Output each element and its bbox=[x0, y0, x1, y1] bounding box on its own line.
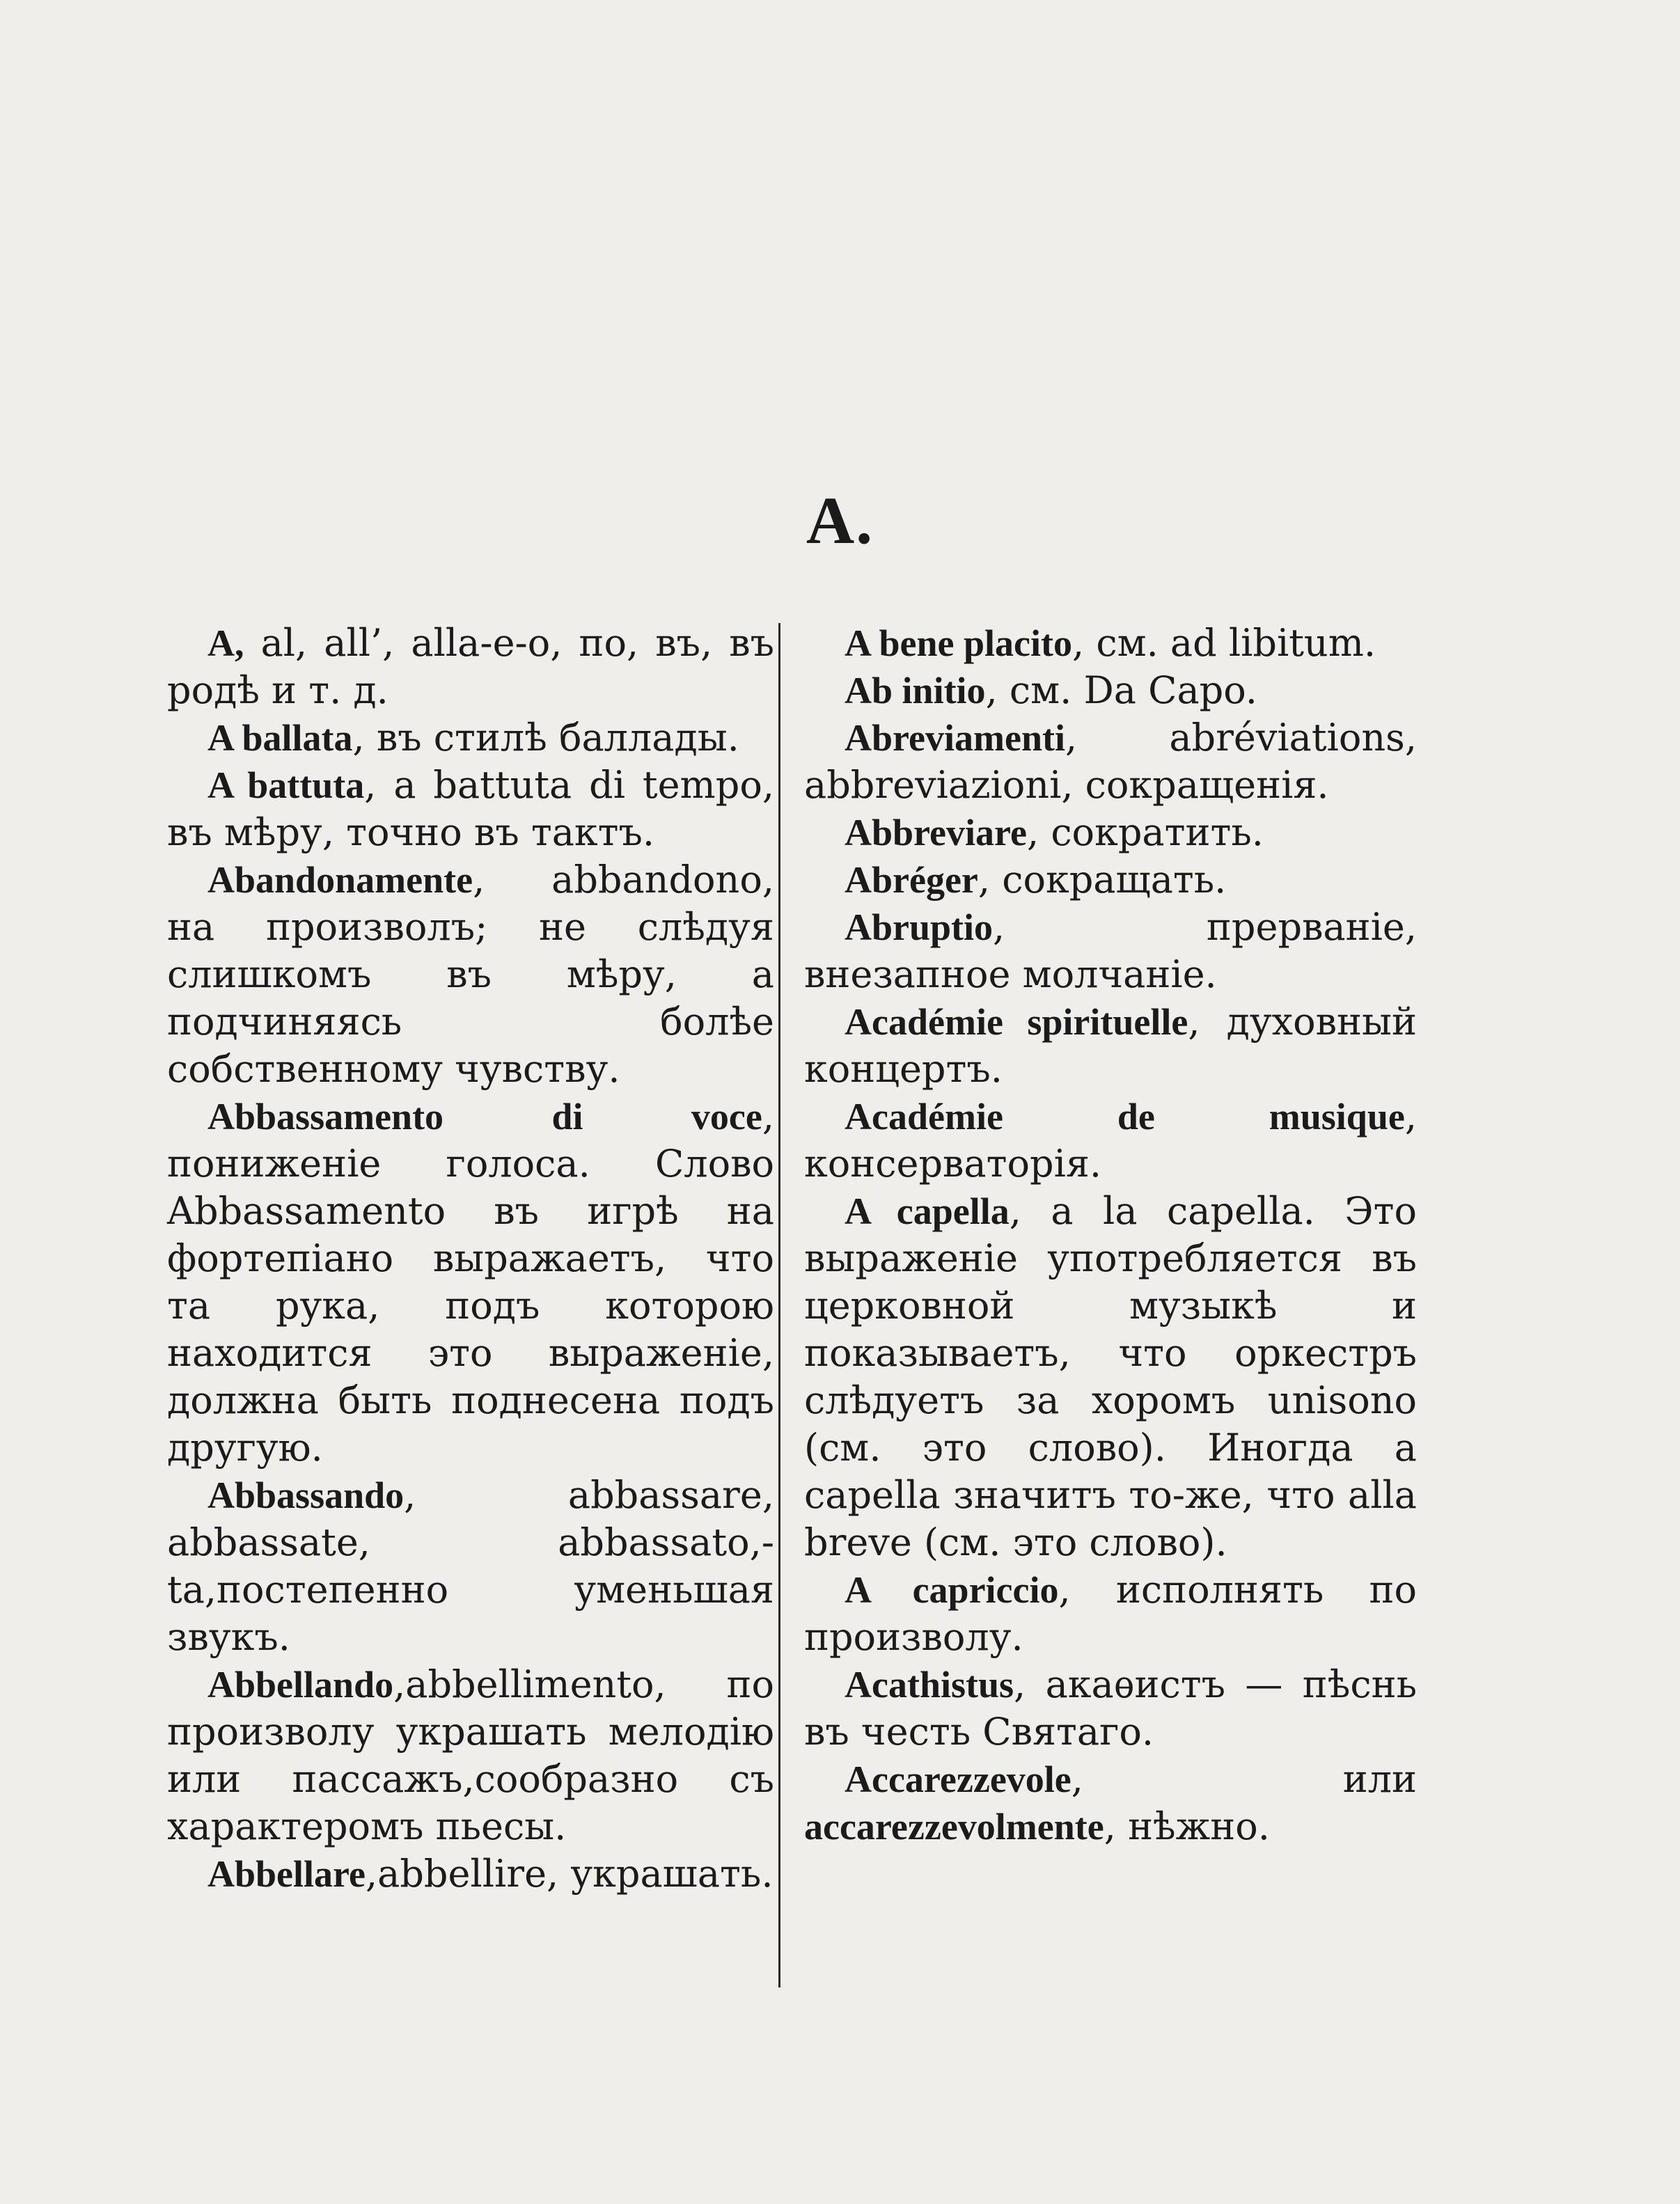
entry-definition: , сокращать. bbox=[978, 858, 1227, 902]
dictionary-entry bbox=[167, 1661, 774, 1850]
dictionary-entry bbox=[804, 809, 1417, 856]
entry-headword: A capriccio bbox=[845, 1569, 1059, 1611]
entry-headword: Ab initio bbox=[845, 670, 986, 711]
entry-headword: Accarezzevole bbox=[845, 1758, 1071, 1800]
dictionary-entry bbox=[167, 1472, 774, 1661]
entry-definition: , въ стилѣ баллады. bbox=[352, 716, 739, 759]
entry-definition: , нѣжно. bbox=[1104, 1804, 1270, 1848]
entry-definition: , пониженіе голоса. Слово Abbassamento въ игрѣ на фортепіано выражаетъ, что та рука, подъ которою находится это выраженіе, должна быть поднесена подъ другую. bbox=[167, 1094, 774, 1470]
entry-headword: accarezzevolmente bbox=[804, 1806, 1104, 1848]
dictionary-entry bbox=[804, 667, 1417, 714]
entry-headword: Acathistus bbox=[845, 1664, 1014, 1706]
dictionary-entry bbox=[167, 856, 774, 1093]
entry-headword: Académie de musique bbox=[845, 1096, 1405, 1138]
entry-headword: A capella bbox=[845, 1190, 1010, 1232]
entry-definition: al, all’, alla-e-o, по, въ, въ родѣ и т. д. bbox=[167, 621, 774, 712]
entry-definition: , abbandono, на произволъ; не слѣдуя слишкомъ въ мѣру, а подчиняясь болѣе собственному чувству. bbox=[167, 858, 774, 1091]
entry-definition: , акаѳистъ — пѣснь въ честь Святаго. bbox=[804, 1662, 1417, 1754]
entry-headword: A, bbox=[207, 622, 244, 664]
right-column bbox=[804, 620, 1417, 1850]
entry-definition: , см. ad libitum. bbox=[1072, 621, 1376, 665]
left-column bbox=[167, 620, 774, 1898]
entry-headword: A ballata bbox=[207, 717, 353, 759]
entry-headword: A battuta bbox=[207, 764, 365, 806]
entry-definition: , сократить. bbox=[1026, 810, 1264, 854]
entry-definition: , или bbox=[1071, 1757, 1417, 1801]
entry-definition: , исполнять по произволу. bbox=[804, 1568, 1417, 1659]
dictionary-entry bbox=[167, 762, 774, 856]
entry-definition: ,abbellire, украшать. bbox=[366, 1852, 774, 1896]
entry-headword: Abbellando bbox=[207, 1664, 394, 1706]
dictionary-entry bbox=[804, 856, 1417, 904]
entry-headword: Abbellare bbox=[207, 1853, 366, 1895]
dictionary-entry bbox=[167, 714, 774, 762]
entry-definition: , abréviations, abbreviazioni, сокращенія. bbox=[804, 716, 1417, 807]
entry-definition: , консерваторія. bbox=[804, 1094, 1417, 1186]
entry-headword: Abréger bbox=[845, 859, 978, 901]
dictionary-entry bbox=[804, 1093, 1417, 1188]
entry-headword: Abandonamente bbox=[207, 859, 473, 901]
entry-definition: , прерваніе, внезапное молчаніе. bbox=[804, 905, 1417, 996]
page-heading: A. bbox=[806, 483, 874, 558]
entry-definition: , духовный концертъ. bbox=[804, 1000, 1417, 1091]
dictionary-entry bbox=[167, 1093, 774, 1472]
dictionary-entry bbox=[804, 714, 1417, 809]
dictionary-entry bbox=[167, 620, 774, 714]
entry-headword: Abbassando bbox=[207, 1474, 405, 1516]
dictionary-entry bbox=[804, 1188, 1417, 1566]
dictionary-entry bbox=[167, 1850, 774, 1898]
entry-headword: Abreviamenti bbox=[845, 717, 1065, 759]
column-divider bbox=[778, 623, 780, 1987]
dictionary-entry bbox=[804, 1756, 1417, 1850]
entry-definition: , abbassare, abbassate, abbassato,-ta,постепенно уменьшая звукъ. bbox=[167, 1473, 774, 1659]
entry-headword: A bene placito bbox=[845, 622, 1073, 664]
dictionary-entry bbox=[804, 1566, 1417, 1661]
entry-definition: ,abbellimento, по произволу украшать мелодію или пассажъ,сообразно съ характеромъ пьесы. bbox=[167, 1662, 774, 1848]
entry-headword: Abbreviare bbox=[845, 812, 1027, 853]
dictionary-entry bbox=[804, 904, 1417, 998]
entry-headword: Abbassamento di voce bbox=[207, 1096, 762, 1138]
entry-headword: Abruptio bbox=[845, 906, 994, 948]
entry-headword: Académie spirituelle bbox=[845, 1001, 1188, 1043]
dictionary-entry bbox=[804, 998, 1417, 1093]
entry-definition: , см. Da Capo. bbox=[985, 668, 1257, 712]
dictionary-entry bbox=[804, 1661, 1417, 1756]
entry-definition: , a la capella. Это выраженіе употребляется въ церковной музыкѣ и показываетъ, что оркестръ слѣдуетъ за хоромъ unisono (см. это слово). Иногда a capella значитъ то-же, что alla breve (см. это слово). bbox=[804, 1189, 1417, 1564]
dictionary-entry bbox=[804, 620, 1417, 667]
entry-definition: , a battuta di tempo, въ мѣру, точно въ тактъ. bbox=[167, 763, 774, 854]
